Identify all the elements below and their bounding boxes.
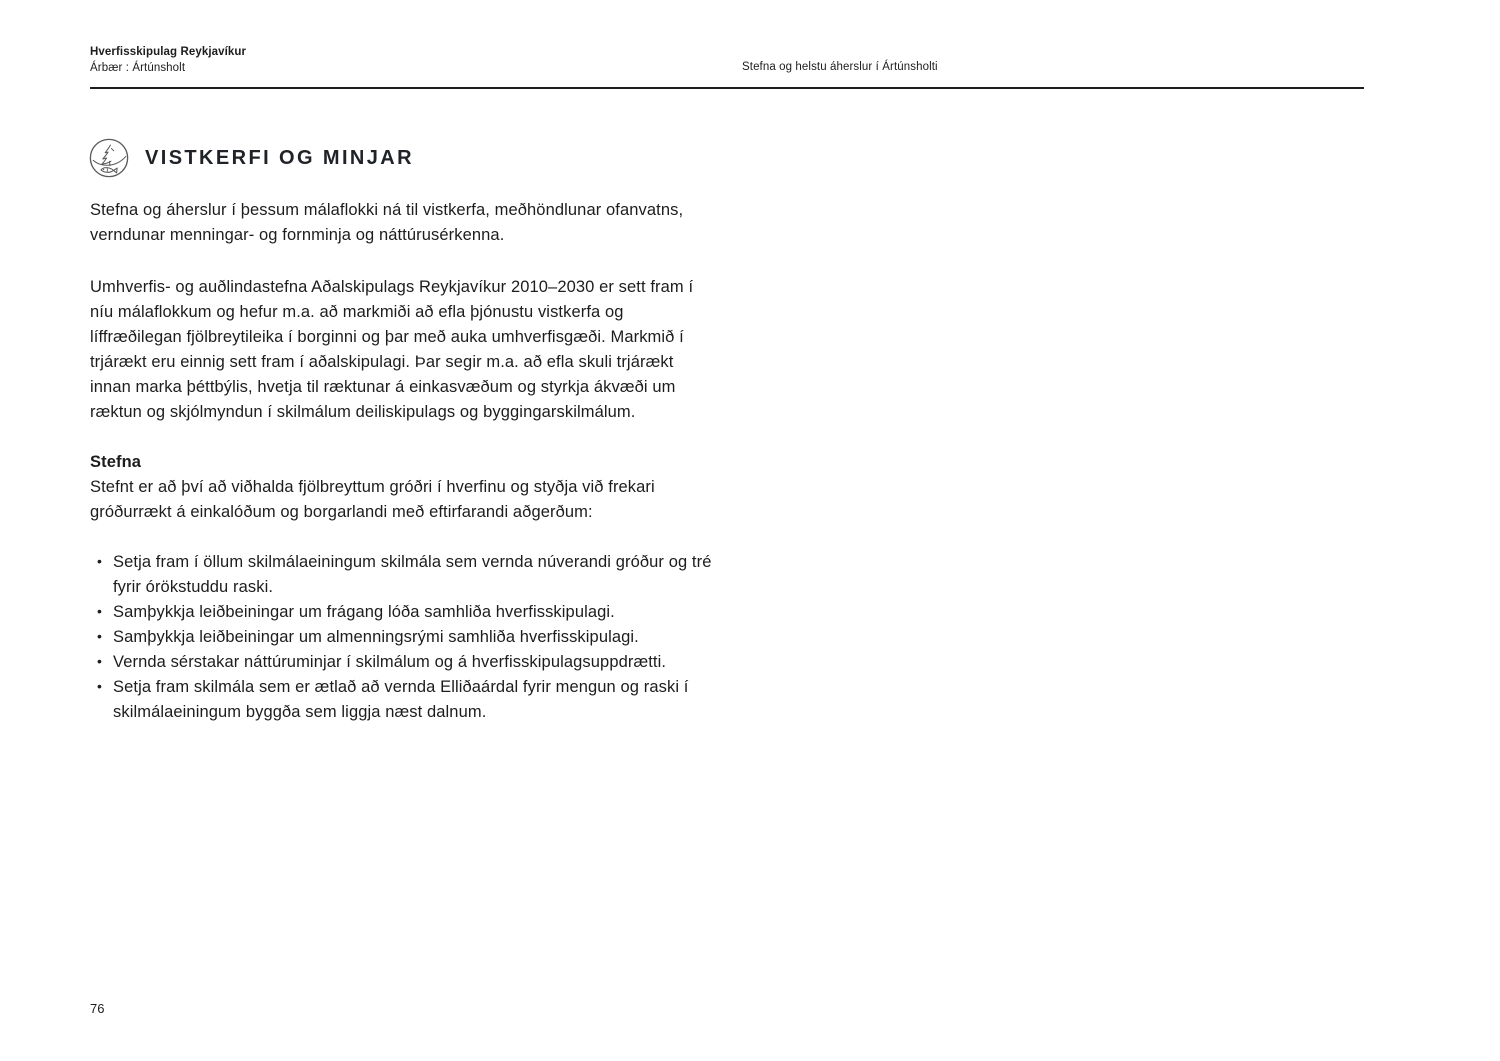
page-number: 76	[90, 1001, 105, 1016]
list-item: • Setja fram í öllum skilmálaeiningum skilmála sem vernda núverandi gróður og tré fyrir órökstuddu raski.	[90, 550, 718, 600]
list-item: • Vernda sérstakar náttúruminjar í skilmálum og á hverfisskipulagsuppdrætti.	[90, 650, 718, 675]
section-body-paragraph: Umhverfis- og auðlindastefna Aðalskipulags Reykjavíkur 2010–2030 er sett fram í níu málaflokkum og hefur m.a. að markmiði að efla þjónustu vistkerfa og líffræðilegan fjölbreytileika í borginni og þar með auka umhverfisgæði. Markmið í trjárækt eru einnig sett fram í aðalskipulagi. Þar segir m.a. að efla skuli trjárækt innan marka þéttbýlis, hvetja til ræktunar á einkasvæðum og styrkja ákvæði um ræktun og skjólmyndun í skilmálum deiliskipulags og byggingarskilmálum.	[90, 278, 694, 421]
policy-heading: Stefna	[90, 453, 142, 471]
policy-action-list	[90, 550, 718, 725]
ecosystem-tree-fish-icon	[88, 137, 130, 179]
list-item: • Setja fram skilmála sem er ætlað að vernda Elliðaárdal fyrir mengun og raski í skilmálaeiningum byggða sem liggja næst dalnum.	[90, 675, 718, 725]
document-title: Hverfisskipulag Reykjavíkur	[90, 46, 247, 58]
header-section-label: Stefna og helstu áherslur í Ártúnsholti	[742, 61, 938, 73]
section-title-row	[88, 137, 414, 179]
list-item: • Samþykkja leiðbeiningar um frágang lóða samhliða hverfisskipulagi.	[90, 600, 718, 625]
section-title: VISTKERFI OG MINJAR	[145, 146, 414, 169]
policy-intro-paragraph: Stefnt er að því að viðhalda fjölbreyttum gróðri í hverfinu og styðja við frekari gróðurrækt á einkalóðum og borgarlandi með eftirfarandi aðgerðum:	[90, 478, 655, 521]
list-item: • Samþykkja leiðbeiningar um almenningsrými samhliða hverfisskipulagi.	[90, 625, 718, 650]
header-divider	[90, 87, 1364, 89]
section-intro-paragraph: Stefna og áherslur í þessum málaflokki ná til vistkerfa, meðhöndlunar ofanvatns, verndunar menningar- og fornminja og náttúrusérkenna.	[90, 201, 684, 244]
section-content	[90, 198, 718, 725]
header-left	[90, 44, 246, 76]
document-subtitle: Árbær : Ártúnsholt	[90, 62, 186, 74]
